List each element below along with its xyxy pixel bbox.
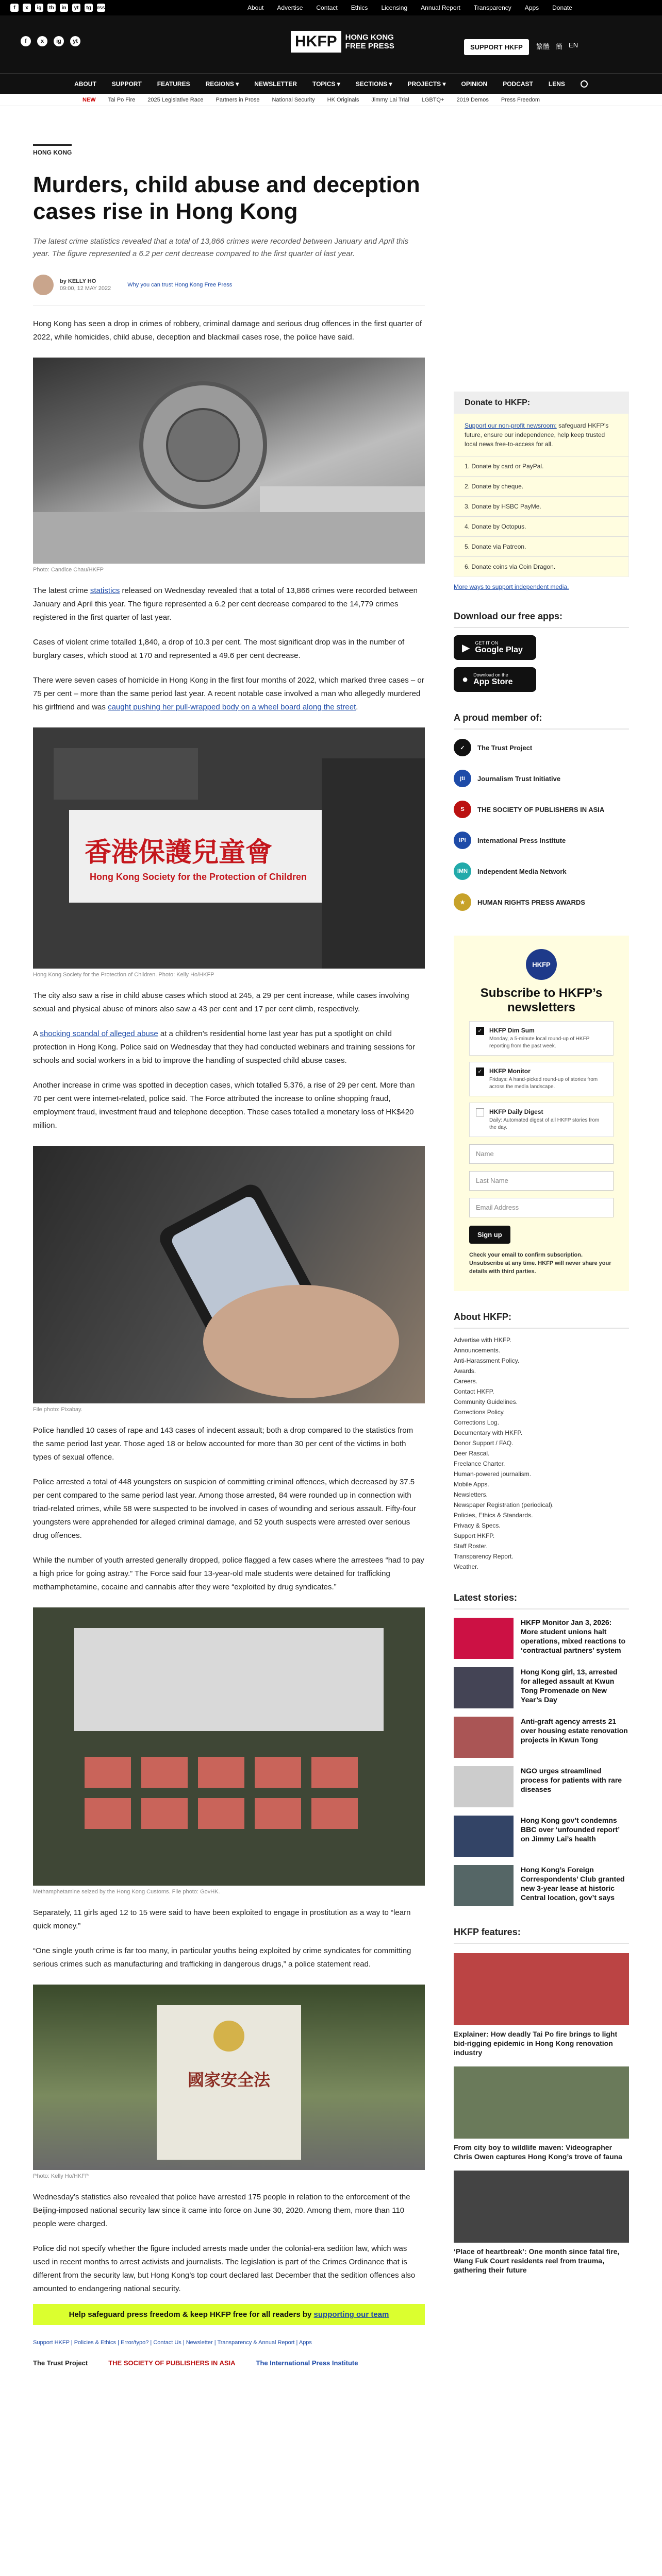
store-sub: GET IT ON [475,640,499,646]
donate-option[interactable]: 1. Donate by card or PayPal. [454,456,628,476]
newsletter-desc: Monday, a 5-minute local round-up of HKFP reporting from the past week. [489,1036,590,1049]
paragraph: While the number of youth arrested generally dropped, police flagged a few cases where the arrestees “had to pay a high price for going astray.” The Force said four 13-year-old male students were detained for trafficking methamphetamine, cocaine and cannabis after they were “exploited by drug syndicates.” [33,1556,424,1591]
nav-podcast[interactable]: PODCAST [503,80,533,88]
first-name-input[interactable]: Name [469,1144,614,1164]
about-link[interactable]: Anti-Harassment Policy. [454,1357,520,1364]
about-link[interactable]: Deer Rascal. [454,1450,490,1457]
donate-option[interactable]: 6. Donate coins via Coin Dragon. [454,556,628,577]
sidebar [454,392,629,2275]
rss-icon[interactable]: rss [97,4,105,12]
threads-icon[interactable]: th [47,4,56,12]
google-play-text [475,640,522,655]
article-image-security-banner [33,1985,425,2170]
about-link[interactable]: Policies, Ethics & Standards. [454,1512,533,1519]
email-input[interactable]: Email Address [469,1198,614,1217]
main-nav [0,73,662,94]
member-name: Journalism Trust Initiative [477,774,561,783]
member-name: THE SOCIETY OF PUBLISHERS IN ASIA [477,805,605,814]
newsletter-name: HKFP Monitor [489,1067,531,1075]
sign-chinese-text: 香港保護兒童會 [85,837,273,868]
trending-item[interactable]: Partners in Prose [216,96,260,103]
about-link[interactable]: Community Guidelines. [454,1398,518,1405]
new-badge: NEW [82,96,96,103]
about-link[interactable]: Freelance Charter. [454,1460,505,1467]
google-play-button[interactable] [454,635,536,660]
about-link[interactable]: Support HKFP. [454,1532,495,1539]
publish-date: 09:00, 12 MAY 2022 [60,285,111,292]
story-title[interactable]: Hong Kong girl, 13, arrested for alleged assault at Kwun Tong Promenade on New Year’s Day [521,1668,618,1704]
article-lede: The latest crime statistics revealed that a total of 13,866 crimes were recorded between January and April this year. The figure represented a 6.2 per cent decrease compared to the first quarter of last year. [33,237,409,258]
story-title[interactable]: Anti-graft agency arrests 21 over housing estate renovation projects in Kwun Tong [521,1717,628,1744]
paragraph: Wednesday’s statistics also revealed that police have arrested 175 people in relation to the enforcement of the Beijing-imposed national security law since it came into force on June 30, 2020. Among them, more than 110 people were charged. [33,2193,410,2228]
author-name[interactable]: by KELLY HO [60,278,96,284]
trust-project-icon: ✓ [454,739,471,756]
about-link[interactable]: Newspaper Registration (periodical). [454,1501,554,1509]
nav-support[interactable]: SUPPORT [111,80,142,88]
story-title[interactable]: Hong Kong’s Foreign Correspondents’ Club granted new 3-year lease at historic Central location, gov’t says [521,1866,625,1902]
newsletter-note: Check your email to confirm subscription. Unsubscribe at any time. HKFP will never share your details with third parties. [469,1252,611,1275]
sign-english-text: Hong Kong Society for the Protection of Children [90,872,307,882]
newsletter-option-text [489,1027,607,1050]
about-link[interactable]: Corrections Policy. [454,1409,505,1416]
last-name-input[interactable]: Last Name [469,1171,614,1191]
about-link[interactable]: Weather. [454,1563,478,1570]
ipi-logo[interactable]: The International Press Institute [256,2359,358,2367]
about-heading: About HKFP: [454,1312,629,1329]
paragraph: The city also saw a rise in child abuse cases which stood at 245, a 29 per cent increase, while cases involving sexual and physical abuse of minors also saw a 43 per cent and 17 per cent climb, respectively. [33,991,409,1013]
image-caption: Hong Kong Society for the Protection of Children. Photo: Kelly Ho/HKFP [33,972,214,978]
about-link[interactable]: Staff Roster. [454,1543,488,1550]
story-thumbnail[interactable] [454,1865,514,1906]
about-link[interactable]: Mobile Apps. [454,1481,489,1488]
youtube-icon[interactable]: yt [70,36,80,46]
about-list [454,1335,629,1572]
paragraph-text: The latest crime [33,586,90,595]
site-logo[interactable] [291,31,394,53]
nav-features[interactable]: FEATURES [157,80,190,88]
paragraph-text: at a children’s residential home last year has put a spotlight on child protection in Hong Kong. Police said on Wednesday that they had conducted webinars and training sessions for schools and social workers in a bid to improve the handling of suspected child abuse cases. [33,1029,416,1065]
linkedin-icon[interactable]: in [60,4,68,12]
trust-project-logo[interactable]: The Trust Project [33,2359,88,2367]
logo-box: HKFP [291,31,341,53]
trending-item[interactable]: Tai Po Fire [108,96,136,103]
paragraph-text: There were seven cases of homicide in Hong Kong in the first four months of 2022, which marked three cases – or 75 per cent – more than the same period last year. A recent notable case involved a man who allegedly murdered his girlfriend and was [33,676,424,711]
story-thumbnail[interactable] [454,1717,514,1758]
member-logo[interactable] [454,827,629,853]
paragraph: Cases of violent crime totalled 1,840, a drop of 10.3 per cent. The most significant drop was in the number of burglary cases, which stood at 170 and represented a 49.6 per cent decrease. [33,638,405,660]
facebook-icon[interactable]: f [21,36,31,46]
logo-line-2: FREE PRESS [345,42,394,50]
top-link[interactable]: Donate [552,4,572,11]
nav-newsletter[interactable]: NEWSLETTER [254,80,297,88]
category-label[interactable]: HONG KONG [33,144,72,156]
ipi-icon: IPI [454,832,471,849]
support-hkfp-button[interactable]: SUPPORT HKFP [464,39,529,55]
newsletter-box [454,936,629,1291]
member-logo[interactable] [454,796,629,822]
donate-option[interactable]: 2. Donate by cheque. [454,476,628,496]
about-link[interactable]: Newsletters. [454,1491,488,1498]
newsletter-name: HKFP Dim Sum [489,1027,535,1034]
murder-case-link[interactable]: caught pushing her pull-wrapped body on a wheel board along the street [108,703,356,711]
donate-option[interactable]: 5. Donate via Patreon. [454,536,628,556]
google-play-icon: ▶ [462,642,470,654]
newsletter-option[interactable] [469,1062,614,1096]
award-icon: ★ [454,893,471,911]
about-link[interactable]: Transparency Report. [454,1553,514,1560]
store-name: Google Play [475,646,523,654]
newsletter-option-text [489,1108,607,1131]
apple-icon: ● [462,673,469,685]
article-title: Murders, child abuse and deception cases rise in Hong Kong [33,172,420,224]
donate-intro [454,414,628,456]
author-avatar [33,275,54,295]
article-image-phone [33,1146,425,1403]
trending-item[interactable]: 2019 Demos [456,96,489,103]
feature-image[interactable] [454,1953,629,2025]
x-icon[interactable]: x [37,36,47,46]
newsletter-title: Subscribe to HKFP’s newsletters [480,986,603,1014]
image-caption: File photo: Pixabay. [33,1406,82,1413]
story-title[interactable]: Hong Kong gov’t condemns BBC over ‘unfounded report’ on Jimmy Lai’s health [521,1816,620,1843]
top-link[interactable]: Apps [524,4,539,11]
newsletter-option[interactable] [469,1021,614,1056]
about-link[interactable]: Privacy & Specs. [454,1522,501,1529]
about-link[interactable]: Advertise with HKFP. [454,1336,511,1344]
logo-line-1: HONG KONG [345,33,394,42]
store-name: App Store [473,677,513,686]
trust-link[interactable]: Why you can trust Hong Kong Free Press [127,282,233,288]
latest-story[interactable] [454,1667,629,1708]
latest-story[interactable] [454,1816,629,1857]
byline [33,275,425,306]
imn-icon: IMN [454,862,471,880]
paragraph-text: released on Wednesday revealed that a total of 13,866 crimes were recorded between January and April this year. The figure represented a 6.2 per cent decrease compared to the 14,779 crimes registered in the first quarter of last year. [33,586,418,622]
jti-icon: jti [454,770,471,787]
story-thumbnail[interactable] [454,1816,514,1857]
language-switcher [536,41,578,51]
latest-story[interactable] [454,1717,629,1758]
top-link[interactable]: About [247,4,264,11]
nav-topics[interactable]: TOPICS ▾ [312,80,340,88]
about-link[interactable]: Contact HKFP. [454,1388,494,1395]
member-name: HUMAN RIGHTS PRESS AWARDS [477,898,585,906]
apps-heading: Download our free apps: [454,611,629,628]
support-banner [33,2304,425,2325]
statistics-link[interactable]: statistics [90,586,120,595]
article-image-drugs [33,1607,425,1886]
feature-title[interactable]: ‘Place of heartbreak’: One month since fatal fire, Wang Fuk Court residents reel from trauma, gathering their future [454,2247,620,2274]
paragraph: Another increase in crime was spotted in deception cases, which totalled 5,376, a rise of 29 per cent. More than 70 per cent were internet-related, police said. The Force attributed the increase to online shopping fraud, employment fraud, investment fraud and telephone deception. These cases totalled a monetary loss of HK$420 million. [33,1081,415,1130]
latest-heading: Latest stories: [454,1592,629,1609]
member-logo[interactable] [454,858,629,884]
police-emblem-illustration [33,358,425,564]
paragraph: Police did not specify whether the figure included arrests made under the colonial-era sedition law, which was used in recent months to arrest activists and journalists. The legislation is part of the Crimes Ordinance that is different from the security law, but Hong Kong’s top court declared last December that the sedition offences also amounted to endangering national security. [33,2244,416,2293]
nav-lens[interactable]: LENS [548,80,565,88]
member-logo[interactable] [454,889,629,915]
abuse-scandal-link[interactable]: shocking scandal of alleged abuse [40,1029,158,1038]
donate-option[interactable]: 3. Donate by HSBC PayMe. [454,496,628,516]
store-sub: Download on the [473,672,508,677]
member-name: Independent Media Network [477,867,567,875]
newsletter-name: HKFP Daily Digest [489,1108,543,1115]
nav-opinion[interactable]: OPINION [461,80,488,88]
sopa-icon: S [454,801,471,818]
nav-projects[interactable]: PROJECTS ▾ [407,80,446,88]
feature-image[interactable] [454,2066,629,2139]
trending-item[interactable]: HK Originals [327,96,359,103]
trending-item[interactable]: 2025 Legislative Race [147,96,204,103]
feature-title[interactable]: From city boy to wildlife maven: Videographer Chris Owen captures Hong Kong’s trove of fauna [454,2143,622,2161]
checkbox-checked-icon[interactable]: ✓ [476,1067,484,1076]
paragraph: Police handled 10 cases of rape and 143 cases of indecent assault; both a drop compared to the statistics from the same period last year. Those aged 18 or below accounted for more than 30 per cent of the victims in both types of sexual offence. [33,1426,413,1462]
seized-drugs-illustration [33,1607,425,1886]
feature-image[interactable] [454,2171,629,2243]
image-caption: Photo: Candice Chau/HKFP [33,567,104,573]
image-caption: Methamphetamine seized by the Hong Kong Customs. File photo: GovHK. [33,1889,220,1895]
latest-story[interactable] [454,1766,629,1807]
search-icon[interactable] [581,80,588,88]
lang-simplified[interactable]: 簡 [556,43,563,50]
site-header [0,15,662,73]
member-logo[interactable] [454,766,629,791]
support-banner-text: Help safeguard press freedom & keep HKFP free for all readers by [69,2310,314,2319]
nav-regions[interactable]: REGIONS ▾ [205,80,239,88]
banner-text: 國家安全法 [188,2070,271,2090]
about-link[interactable]: Awards. [454,1367,476,1375]
member-heading: A proud member of: [454,713,629,730]
about-link[interactable]: Announcements. [454,1347,501,1354]
feature-story[interactable] [454,2171,629,2275]
logo-text [345,33,394,50]
story-title[interactable]: HKFP Monitor Jan 3, 2026: More student unions halt operations, mixed reactions to ‘contractual partners’ system [521,1618,626,1654]
app-store-button[interactable] [454,667,536,692]
phone-illustration [33,1146,425,1403]
story-thumbnail[interactable] [454,1766,514,1807]
newsletter-option-text [489,1067,607,1091]
image-caption: Photo: Kelly Ho/HKFP [33,2173,89,2179]
checkbox-unchecked-icon[interactable] [476,1108,484,1116]
feature-story[interactable] [454,1953,629,2057]
paragraph: “One single youth crime is far too many, in particular youths being exploited by crime syndicates for committing serious crimes such as manufacturing and trafficking in dangerous drugs,” a police statement read. [33,1946,411,1969]
instagram-icon[interactable]: ig [54,36,64,46]
newsletter-desc: Daily: Automated digest of all HKFP stories from the day. [489,1117,600,1130]
app-store-text [473,672,512,687]
article-image-society-sign [33,727,425,969]
member-name: The Trust Project [477,743,533,752]
feature-title[interactable]: Explainer: How deadly Tai Po fire brings to light bid-rigging epidemic in Hong Kong renovation industry [454,2030,618,2057]
paragraph: Hong Kong has seen a drop in crimes of robbery, criminal damage and serious drug offences in the first quarter of 2022, while homicides, child abuse, deception and blackmail cases rose, the police have said. [33,319,422,342]
more-ways-link[interactable]: More ways to support independent media. [454,583,569,590]
paragraph [33,674,425,714]
footer-links[interactable]: Support HKFP | Policies & Ethics | Error/typo? | Contact Us | Newsletter | Transparency & Annual Report | Apps [33,2340,312,2346]
nav-about[interactable]: ABOUT [74,80,96,88]
paragraph-text: . [356,703,358,711]
checkbox-checked-icon[interactable]: ✓ [476,1027,484,1035]
latest-story[interactable] [454,1618,629,1659]
donate-box [454,392,629,577]
member-name: International Press Institute [477,836,566,844]
paragraph [33,584,425,624]
top-link[interactable]: Licensing [381,4,408,11]
donate-intro-link[interactable]: Support our non-profit newsroom: [465,422,557,429]
article [33,134,425,2367]
facebook-icon[interactable]: f [10,4,19,12]
paragraph [33,1027,425,1067]
about-link[interactable]: Donor Support / FAQ. [454,1439,514,1447]
hkfp-circle-logo: HKFP [526,949,557,980]
trending-strip [0,94,662,106]
features-heading: HKFP features: [454,1927,629,1944]
donate-intro-text: safeguard HKFP’s future, ensure our independence, help keep trusted local news free-to-access for all. [465,422,609,448]
about-link[interactable]: Documentary with HKFP. [454,1429,523,1436]
telegram-icon[interactable]: tg [85,4,93,12]
signup-button[interactable]: Sign up [469,1226,510,1244]
top-social-icons [0,4,247,12]
byline-text [60,278,111,292]
top-link[interactable]: Advertise [277,4,303,11]
newsletter-desc: Fridays: A hand-picked round-up of stories from across the media landscape. [489,1077,598,1090]
youtube-icon[interactable]: yt [72,4,80,12]
feature-stories [454,1953,629,2275]
latest-stories [454,1618,629,1906]
top-link[interactable]: Ethics [351,4,368,11]
latest-story[interactable] [454,1865,629,1906]
about-link[interactable]: Careers. [454,1378,478,1385]
x-icon[interactable]: x [23,4,31,12]
newsletter-option[interactable] [469,1103,614,1137]
story-thumbnail[interactable] [454,1618,514,1659]
top-link[interactable]: Transparency [473,4,511,11]
nav-sections[interactable]: SECTIONS ▾ [355,80,392,88]
article-image-police-emblem [33,358,425,564]
partner-logos [33,2359,425,2367]
trending-item[interactable]: Jimmy Lai Trial [371,96,409,103]
donate-option[interactable]: 4. Donate by Octopus. [454,516,628,536]
top-link[interactable]: Annual Report [421,4,460,11]
instagram-icon[interactable]: ig [35,4,43,12]
top-bar [0,0,662,15]
about-link[interactable]: Human-powered journalism. [454,1470,532,1478]
top-links [247,4,572,11]
lang-traditional[interactable]: 繁體 [536,43,550,50]
about-link[interactable]: Corrections Log. [454,1419,500,1426]
donate-title: Donate to HKFP: [454,392,628,414]
top-link[interactable]: Contact [316,4,338,11]
support-team-link[interactable]: supporting our team [313,2310,389,2319]
story-thumbnail[interactable] [454,1667,514,1708]
trending-item[interactable]: LGBTQ+ [421,96,444,103]
paragraph: Separately, 11 girls aged 12 to 15 were said to have been exploited to engage in prostitution as a way to “learn quick money.” [33,1908,411,1930]
trending-item[interactable]: National Security [272,96,315,103]
paragraph: Police arrested a total of 448 youngsters on suspicion of committing criminal offences, which decreased by 37.5 per cent compared to the same period last year. Among those arrested, 84 were rounded up in connection with triad-related crimes, while 58 were suspected to be involved in cases of wounding and serious assault. Fifty-four youngsters were apprehended for alleged criminal damage, and 52 youth suspects were arrested over serious drug offences. [33,1478,416,1540]
trending-item[interactable]: Press Freedom [501,96,540,103]
member-logo[interactable] [454,735,629,760]
feature-story[interactable] [454,2066,629,2161]
header-social-icons [21,36,80,46]
sopa-logo[interactable]: THE SOCIETY OF PUBLISHERS IN ASIA [108,2359,236,2367]
story-title[interactable]: NGO urges streamlined process for patients with rare diseases [521,1767,622,1793]
paragraph-text: A [33,1029,40,1038]
lang-english[interactable]: EN [569,41,578,49]
